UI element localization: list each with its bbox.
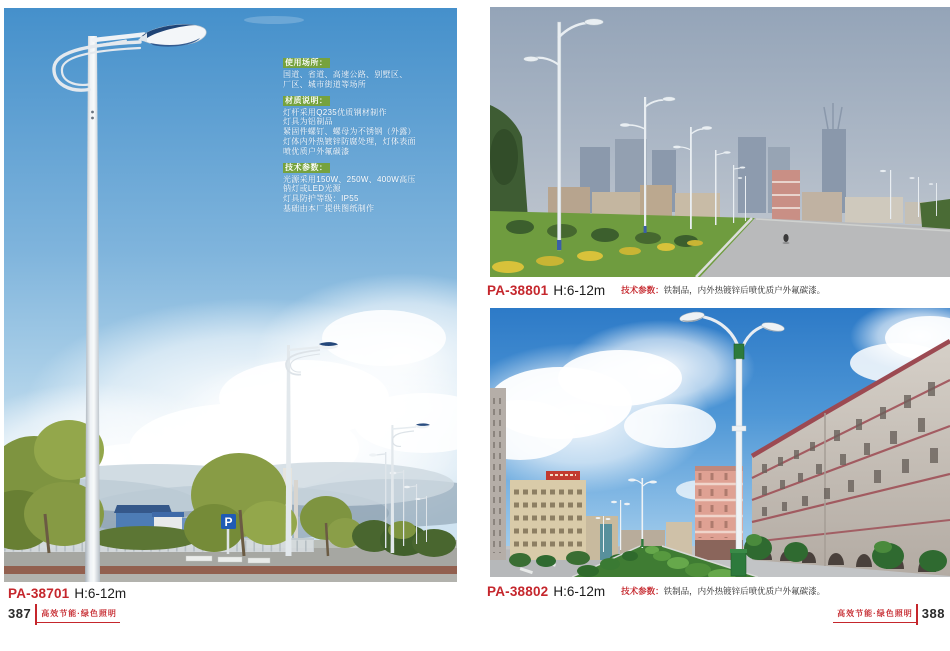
photo-pa38802-image bbox=[490, 308, 950, 577]
overlay-line: 灯具防护等级：IP55 bbox=[283, 194, 359, 204]
page-number-right: 388 bbox=[921, 606, 945, 621]
spec-label: 技术参数： bbox=[621, 586, 664, 596]
caption-pa38801 bbox=[487, 282, 825, 300]
caption-pa38802 bbox=[487, 583, 825, 601]
model-height: H:6-12m bbox=[553, 283, 606, 298]
overlay-line: 国道、省道、高速公路、别墅区、 bbox=[283, 70, 408, 79]
overlay-section-material bbox=[283, 90, 443, 157]
overlay-line: 基础由本厂提供图纸制作 bbox=[283, 203, 375, 213]
footer-left bbox=[8, 604, 120, 625]
overlay-line: 厂区、城市街道等场所 bbox=[283, 79, 366, 89]
spec-text: 铁制品，内外热镀锌后喷优质户外氟碳漆。 bbox=[663, 586, 826, 596]
overlay-line: 灯体内外热镀锌防腐处理，灯体表面 bbox=[283, 136, 416, 146]
overlay-line: 光源采用150W、250W、400W高压 bbox=[283, 174, 416, 184]
overlay-header: 使用场所： bbox=[285, 58, 328, 67]
model-number: PA-38701 bbox=[8, 586, 70, 601]
model-number: PA-38802 bbox=[487, 584, 549, 599]
spec-label: 技术参数： bbox=[621, 285, 664, 295]
footer-right bbox=[833, 604, 945, 625]
overlay-line: 喷优质户外氟碳漆 bbox=[283, 146, 350, 156]
page-number-left: 387 bbox=[8, 606, 32, 621]
model-height: H:6-12m bbox=[553, 584, 606, 599]
overlay-header: 材质说明： bbox=[285, 95, 328, 105]
parking-sign-letter: P bbox=[224, 515, 233, 529]
model-height: H:6-12m bbox=[74, 586, 127, 601]
footer-slogan-right: 高效节能·绿色照明 bbox=[833, 604, 916, 623]
overlay-section-usage bbox=[283, 52, 443, 90]
photo-pa38701 bbox=[4, 8, 457, 582]
spec-overlay bbox=[283, 52, 443, 214]
footer-slogan-left: 高效节能·绿色照明 bbox=[37, 604, 120, 623]
overlay-line: 灯具为铝制品 bbox=[283, 117, 333, 127]
model-number: PA-38801 bbox=[487, 283, 549, 298]
overlay-header: 技术参数： bbox=[285, 162, 328, 172]
caption-pa38701 bbox=[8, 585, 126, 603]
overlay-line: 紧固件螺钉、螺母为不锈钢（外露） bbox=[283, 127, 416, 137]
photo-pa38801 bbox=[490, 7, 950, 277]
photo-pa38801-image bbox=[490, 7, 950, 277]
overlay-line: 灯杆采用Q235优质钢材制作 bbox=[283, 107, 387, 117]
overlay-line: 钠灯或LED光源 bbox=[283, 184, 341, 194]
photo-pa38802 bbox=[490, 308, 950, 577]
overlay-section-technical bbox=[283, 157, 443, 214]
spec-text: 铁制品，内外热镀锌后喷优质户外氟碳漆。 bbox=[663, 285, 826, 295]
